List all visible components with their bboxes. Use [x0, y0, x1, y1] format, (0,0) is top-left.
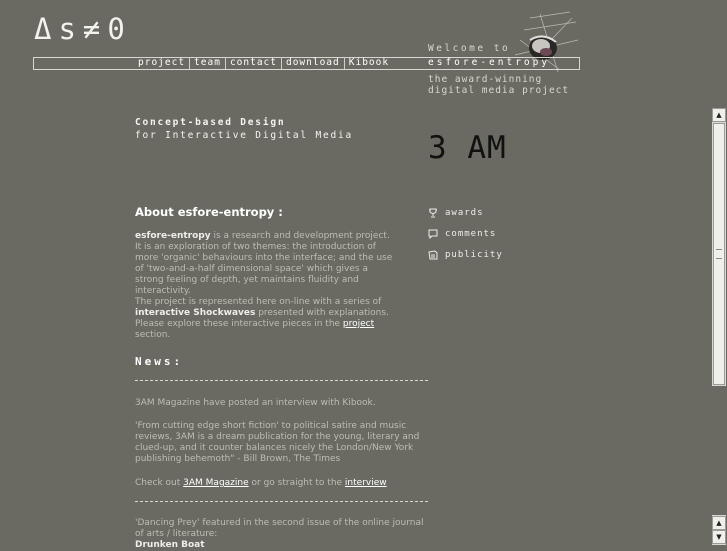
nav-item-team[interactable]: team — [189, 57, 225, 69]
trophy-icon — [428, 208, 438, 218]
nav-item-download[interactable]: download — [281, 57, 344, 69]
side-links — [428, 202, 503, 265]
document-icon — [428, 250, 438, 260]
news-item-1: 3AM Magazine have posted an interview with Kibook. — [135, 398, 376, 408]
concept-line-1: Concept-based Design — [135, 117, 286, 128]
news-heading: News: — [135, 355, 184, 368]
nav-bar — [33, 57, 580, 70]
speech-bubble-icon — [428, 229, 438, 239]
news-n3-text-b: or go straight to the — [248, 478, 345, 488]
grip-icon — [716, 249, 722, 259]
tagline-line-1: the award-winning — [428, 74, 543, 85]
scroll-down-arrow-icon[interactable]: ▼ — [712, 530, 726, 544]
scroll-up-arrow-icon[interactable]: ▲ — [712, 108, 726, 122]
about-paragraph-1 — [135, 231, 393, 297]
feature-title-3am[interactable]: 3 AM — [428, 130, 507, 166]
welcome-text: Welcome to — [428, 43, 511, 54]
news-divider — [135, 380, 428, 381]
news-links-line — [135, 478, 430, 489]
about-shockwaves-text: interactive Shockwaves — [135, 308, 256, 318]
about-p2-text-b: presented with explanations. Please explore these interactive pieces in the — [135, 308, 389, 329]
site-name: esfore-entropy — [428, 57, 551, 68]
3am-magazine-link[interactable]: 3AM Magazine — [183, 478, 249, 488]
drunken-boat-link[interactable]: Drunken Boat — [135, 540, 205, 550]
about-p2-text-a: The project is represented here on-line with a series of — [135, 297, 382, 307]
project-link[interactable]: project — [342, 319, 375, 329]
vertical-scrollbar[interactable] — [712, 108, 726, 386]
about-paragraph-2 — [135, 297, 393, 341]
news-item-2 — [135, 518, 430, 551]
about-heading: About esfore-entropy : — [135, 205, 283, 219]
concept-line-2: for Interactive Digital Media — [135, 130, 354, 141]
tagline — [428, 74, 588, 96]
scrollbar-thumb[interactable] — [713, 123, 725, 385]
interview-link[interactable]: interview — [344, 478, 387, 488]
about-p1-text: is a research and development project. It is an exploration of two themes: the introduction of more 'organic' behaviours into the interface; and the use of 'two-and-a-half dimensional space' which gives a strong feeling of depth, yet maintains fluidity and interactivity. — [135, 231, 393, 296]
nav-links — [134, 57, 393, 69]
news-divider — [135, 501, 428, 502]
news-n3-text-a: Check out — [135, 478, 184, 488]
awards-label: awards — [445, 207, 484, 218]
about-project-name: esfore-entropy — [135, 231, 211, 241]
news-quote: 'From cutting edge short fiction' to political satire and music reviews, 3AM is a dream publication for the young, literary and clued-up, and it counter balances nicely the London/New York publishing behemoth" - Bill Brown, The Times — [135, 421, 420, 464]
site-logo[interactable]: Δs≠0 — [34, 12, 132, 46]
publicity-link[interactable] — [428, 244, 503, 265]
awards-link[interactable] — [428, 202, 503, 223]
tagline-line-2: digital media project — [428, 85, 570, 96]
nav-item-project[interactable]: project — [138, 57, 186, 68]
scroll-up-arrow-icon[interactable]: ▲ — [712, 516, 726, 530]
comments-label: comments — [445, 228, 497, 239]
news-n4-text: 'Dancing Prey' featured in the second issue of the online journal of arts / literature: — [135, 518, 424, 539]
publicity-label: publicity — [445, 249, 503, 260]
vertical-scrollbar-lower[interactable] — [712, 515, 726, 545]
nav-item-contact[interactable]: contact — [225, 57, 281, 69]
about-p2-text-c: section. — [135, 330, 171, 340]
comments-link[interactable] — [428, 223, 503, 244]
nav-item-kibook[interactable]: Kibook — [344, 57, 393, 69]
concept-heading — [135, 116, 353, 142]
